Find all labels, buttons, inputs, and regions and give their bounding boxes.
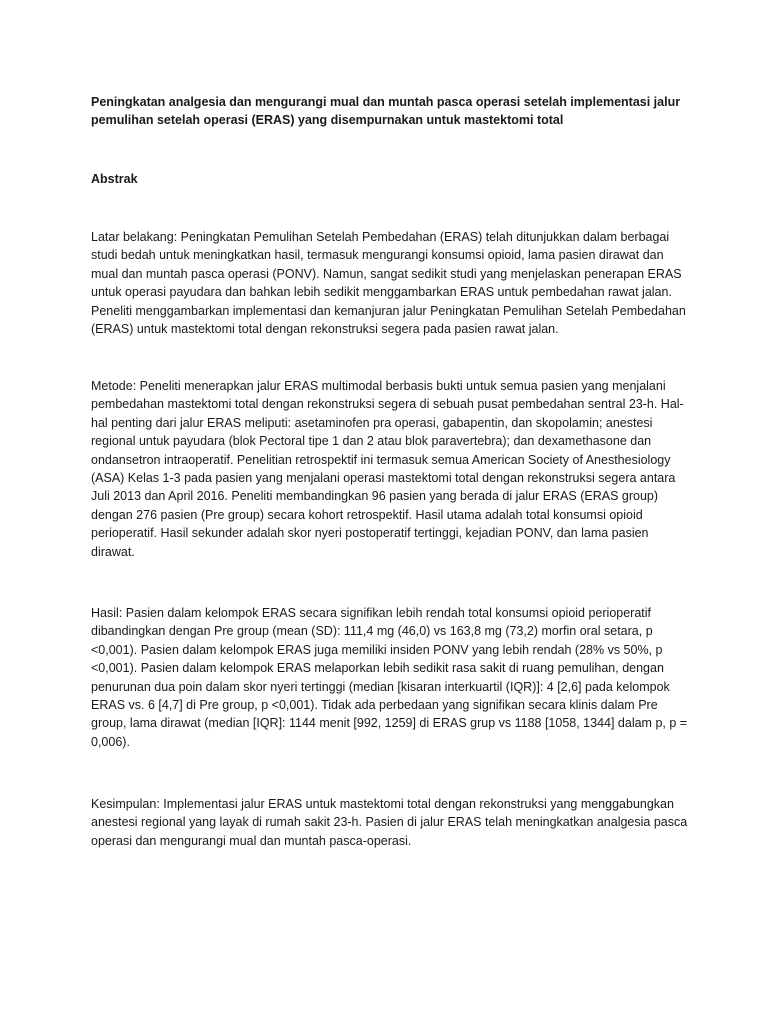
methods-paragraph: Metode: Peneliti menerapkan jalur ERAS multimodal berbasis bukti untuk semua pasien yang menjalani pembedahan mastektomi total dengan rekonstruksi segera di sebuah pusat pembedahan sentral 23-h. Hal-hal penting dari jalur ERAS meliputi: asetaminofen pra operasi, gabapentin, dan skopolamin; anestesi regional untuk payudara (blok Pectoral tipe 1 dan 2 atau blok paravertebra); dan dexamethasone dan ondansetron intraoperatif. Penelitian retrospektif ini termasuk semua American Society of Anesthesiology (ASA) Kelas 1-3 pada pasien yang menjalani operasi mastektomi total dengan rekonstruksi segera antara Juli 2013 dan April 2016. Peneliti membandingkan 96 pasien yang berada di jalur ERAS (ERAS group) dengan 276 pasien (Pre group) secara kohort retrospektif. Hasil utama adalah total konsumsi opioid perioperatif. Hasil sekunder adalah skor nyeri postoperatif tertinggi, kejadian PONV, dan lama pasien dirawat. bbox=[91, 379, 684, 559]
background-paragraph: Latar belakang: Peningkatan Pemulihan Setelah Pembedahan (ERAS) telah ditunjukkan dalam berbagai studi bedah untuk meningkatkan hasil, termasuk mengurangi konsumsi opioid, lama pasien dirawat dan mual dan muntah pasca operasi (PONV). Namun, sangat sedikit studi yang menjelaskan penerapan ERAS untuk operasi payudara dan bahkan lebih sedikit menggambarkan ERAS untuk pembedahan rawat jalan. Peneliti menggambarkan implementasi dan kemanjuran jalur Peningkatan Pemulihan Setelah Pembedahan (ERAS) untuk mastektomi total dengan rekonstruksi segera pada pasien rawat jalan. bbox=[91, 230, 686, 337]
abstract-heading: Abstrak bbox=[91, 172, 138, 186]
document-title: Peningkatan analgesia dan mengurangi mual dan muntah pasca operasi setelah implementasi jalur pemulihan setelah operasi (ERAS) yang disempurnakan untuk mastektomi total bbox=[91, 95, 681, 128]
conclusion-paragraph: Kesimpulan: Implementasi jalur ERAS untuk mastektomi total dengan rekonstruksi yang menggabungkan anestesi regional yang layak di rumah sakit 23-h. Pasien di jalur ERAS telah meningkatkan analgesia pasca operasi dan mengurangi mual dan muntah pasca-operasi. bbox=[91, 797, 688, 848]
results-paragraph: Hasil: Pasien dalam kelompok ERAS secara signifikan lebih rendah total konsumsi opioid perioperatif dibandingkan dengan Pre group (mean (SD): 111,4 mg (46,0) vs 163,8 mg (73,2) morfin oral setara, p <0,001). Pasien dalam kelompok ERAS juga memiliki insiden PONV yang lebih rendah (28% vs 50%, p <0,001). Pasien dalam kelompok ERAS melaporkan lebih sedikit rasa sakit di ruang pemulihan, dengan penurunan dua poin dalam skor nyeri tertinggi (median [kisaran interkuartil (IQR)]: 4 [2,6] pada kelompok ERAS vs. 6 [4,7] di Pre group, p <0,001). Tidak ada perbedaan yang signifikan secara klinis dalam Pre group, lama dirawat (median [IQR]: 1144 menit [992, 1259] di ERAS grup vs 1188 [1058, 1344] dalam p, p = 0,006). bbox=[91, 606, 688, 749]
